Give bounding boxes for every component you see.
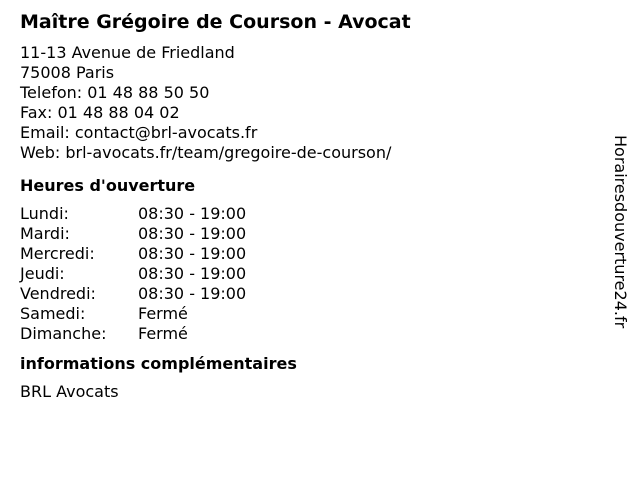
hours-value: 08:30 - 19:00 bbox=[138, 284, 247, 303]
hours-value: 08:30 - 19:00 bbox=[138, 244, 247, 263]
hours-value: 08:30 - 19:00 bbox=[138, 264, 247, 283]
phone-line: Telefon: 01 48 88 50 50 bbox=[20, 83, 210, 102]
extra-info-heading: informations complémentaires bbox=[20, 354, 297, 373]
hours-value: 08:30 - 19:00 bbox=[138, 224, 247, 243]
day-label: Jeudi: bbox=[20, 264, 65, 283]
extra-info-text: BRL Avocats bbox=[20, 382, 119, 401]
hours-row-thursday bbox=[20, 264, 600, 284]
hours-value: Fermé bbox=[138, 324, 188, 343]
page-title: Maître Grégoire de Courson - Avocat bbox=[20, 11, 411, 33]
day-label: Vendredi: bbox=[20, 284, 96, 303]
day-label: Dimanche: bbox=[20, 324, 107, 343]
hours-row-monday bbox=[20, 204, 600, 224]
hours-row-saturday bbox=[20, 304, 600, 324]
address-line-2: 75008 Paris bbox=[20, 63, 115, 82]
hours-value: Fermé bbox=[138, 304, 188, 323]
address-line-1: 11-13 Avenue de Friedland bbox=[20, 43, 235, 62]
business-card bbox=[20, 10, 600, 402]
hours-heading: Heures d'ouverture bbox=[20, 176, 196, 195]
web-line: Web: brl-avocats.fr/team/gregoire-de-courson/ bbox=[20, 143, 392, 162]
hours-row-wednesday bbox=[20, 244, 600, 264]
day-label: Samedi: bbox=[20, 304, 86, 323]
hours-value: 08:30 - 19:00 bbox=[138, 204, 247, 223]
site-watermark-link[interactable]: Horairesdouverture24.fr bbox=[611, 135, 630, 329]
hours-row-tuesday bbox=[20, 224, 600, 244]
hours-table bbox=[20, 204, 600, 344]
day-label: Lundi: bbox=[20, 204, 69, 223]
fax-line: Fax: 01 48 88 04 02 bbox=[20, 103, 180, 122]
day-label: Mercredi: bbox=[20, 244, 95, 263]
email-line: Email: contact@brl-avocats.fr bbox=[20, 123, 258, 142]
day-label: Mardi: bbox=[20, 224, 70, 243]
hours-row-sunday bbox=[20, 324, 600, 344]
hours-row-friday bbox=[20, 284, 600, 304]
